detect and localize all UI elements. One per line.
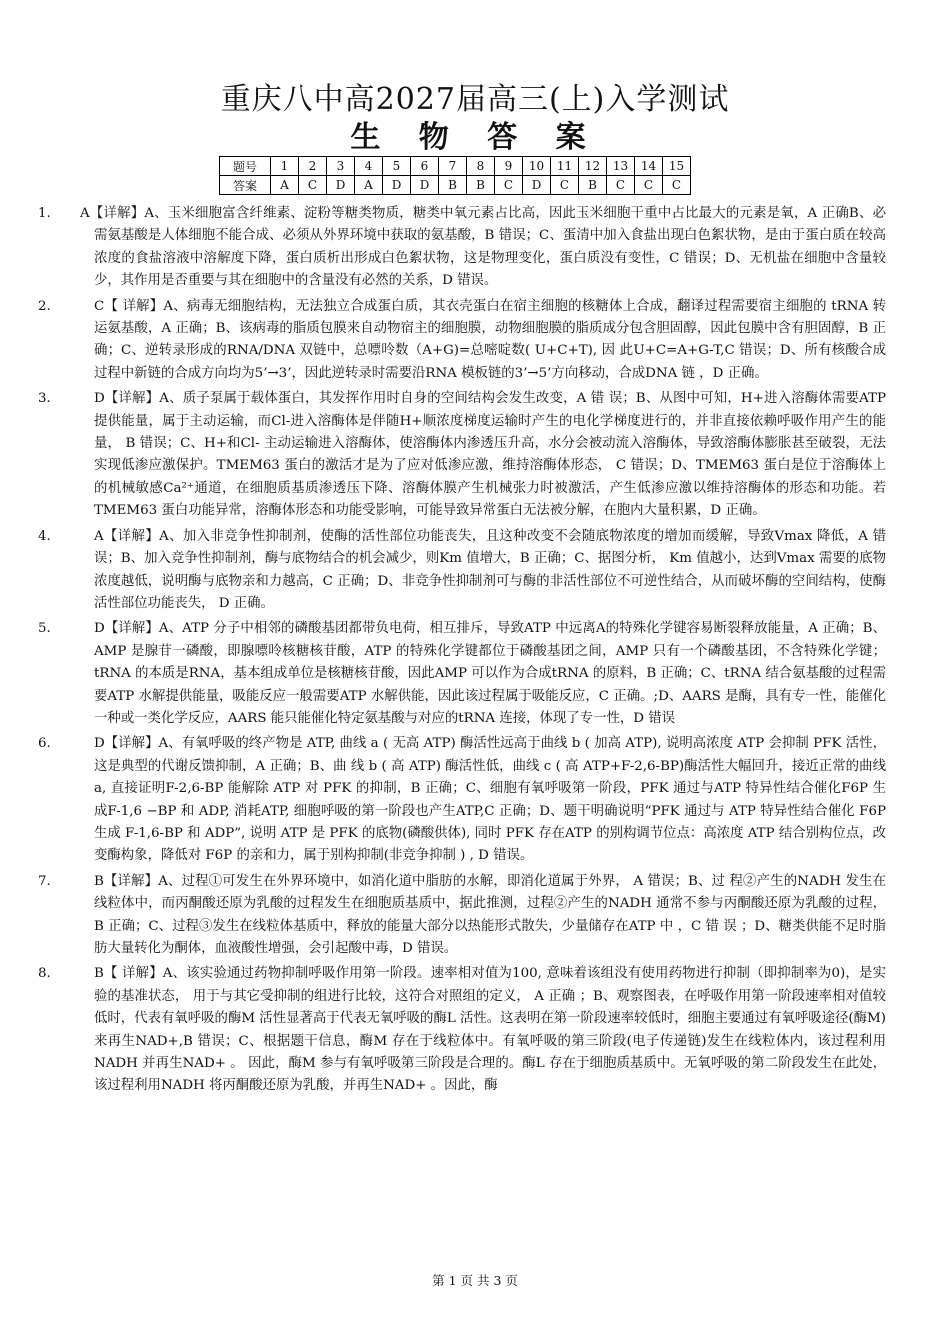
explanation-text: D【详解】A、质子泵属于载体蛋白，其发挥作用时自身的空间结构会发生改变，A 错 误；B、从图中可知，H+进入溶酶体需要ATP 提供能量，属于主动运输，而Cl-进入溶酶体是伴随H+顺浓度梯度运输时产生的电化学梯度进行的，并非直接依赖呼吸作用产生的能量， B 错误；C、H+和Cl- 主动运输进入溶酶体，使溶酶体内渗透压升高，水分会被动流入溶酶体，导致溶酶体膨胀甚至破裂，无法实现低渗应激保护。TMEM63 蛋白的激活才是为了应对低渗应激，维持溶酶体形态， C 错误；D、TMEM63 蛋白是位于溶酶体上的机械敏感Ca²⁺通道，在细胞质基质渗透压下降、溶酶体膜产生机械张力时被激活，产生低渗应激以维持溶酶体的形态和功能。若TMEM63 蛋白功能异常，溶酶体形态和功能受影响，可能导致异常蛋白无法被分解，在胞内大量积累，D 正确。: [94, 391, 886, 519]
answer-cell: C: [495, 176, 523, 195]
answer-cell: B: [467, 176, 495, 195]
answer-cell: D: [383, 176, 411, 195]
answer-table-header-row: [220, 157, 691, 176]
explanation-text: D【详解】A、ATP 分子中相邻的磷酸基团都带负电荷，相互排斥，导致ATP 中远离A的特殊化学键容易断裂释放能量，A 正确；B、AMP 是腺苷一磷酸，即腺嘌呤核糖核苷酸，ATP 的特殊化学键都位于磷酸基团之间，AMP 只有一个磷酸基团，不含特殊化学键；tRNA 的本质是RNA，基本组成单位是核糖核苷酸，因此AMP 可以作为合成tRNA 的原料，B 正确；C、tRNA 结合氨基酸的过程需要ATP 水解提供能量，吸能反应一般需要ATP 水解供能，因此该过程属于吸能反应，C 正确。;D、AARS 是酶，具有专一性，能催化一种或一类化学反应，AARS 能只能催化特定氨基酸与对应的tRNA 连接，体现了专一性，D 错误: [94, 621, 886, 726]
answer-cell: D: [411, 176, 439, 195]
answer-cell: B: [439, 176, 467, 195]
question-number-cell: 3: [327, 157, 355, 176]
explanation-text: B【 详解】A、该实验通过药物抑制呼吸作用第一阶段。速率相对值为100, 意味着该组没有使用药物进行抑制（即抑制率为0)，是实验的基准状态， 用于与其它受抑制的组进行比较，这符合对照组的定义， A 正确 ；B、观察图表，在呼吸作用第一阶段速率相对值较低时，代表有氧呼吸的酶M 活性显著高于代表无氧呼吸的酶L 活性。这表明在第一阶段速率较低时，细胞主要通过有氧呼吸途径(酶M) 来再生NAD+,B 错误；C、根据题干信息，酶M 存在于线粒体中。有氧呼吸的第三阶段(电子传递链)发生在线粒体内，该过程利用NADH 并再生NAD+ 。 因此，酶M 参与有氧呼吸第三阶段是合理的。酶L 存在于细胞质基质中。无氧呼吸的第二阶段发生在此处，该过程利用NADH 将丙酮酸还原为乳酸，并再生NAD+ 。因此，酶: [94, 966, 886, 1094]
question-number-cell: 12: [579, 157, 607, 176]
question-number-cell: 5: [383, 157, 411, 176]
question-number: 4.: [38, 528, 51, 544]
question-number-cell: 4: [355, 157, 383, 176]
explanation-text: D【详解】A、有氧呼吸的终产物是 ATP, 曲线 a ( 无高 ATP) 酶活性远高于曲线 b ( 加高 ATP), 说明高浓度 ATP 会抑制 PFK 活性，这是典型的代谢反馈抑制，A 正确；B、曲 线 b ( 高 ATP) 酶活性低，曲线 c ( 高 ATP+F-2,6-BP)酶活性大幅回升，接近正常的曲线 a, 直接证明F-2,6-BP 能解除 ATP 对 PFK 的抑制，B 正确；C、细胞有氧呼吸第一阶段，PFK 通过与ATP 特异性结合催化F6P 生成F-1,6 −BP 和 ADP, 消耗ATP, 细胞呼吸的第一阶段也产生ATP,C 正确；D、题干明确说明“PFK 通过与 ATP 特异性结合催化 F6P 生成 F-1,6-BP 和 ADP”, 说明 ATP 是 PFK 的底物(磷酸供体), 同时 PFK 存在ATP 的别构调节位点：高浓度 ATP 结合别构位点，改变酶构象，降低对 F6P 的亲和力，属于别构抑制(非竞争抑制 ) , D 错误。: [94, 736, 887, 864]
question-number-cell: 6: [411, 157, 439, 176]
question-number-cell: 10: [523, 157, 551, 176]
explanation-item: [38, 203, 886, 293]
answer-cell: C: [299, 176, 327, 195]
explanation-item: [38, 388, 886, 522]
page-footer: 第 1 页 共 3 页: [432, 1273, 518, 1288]
question-number: 6.: [38, 736, 51, 752]
answer-cell: C: [607, 176, 635, 195]
answer-table-row-label: 答案: [220, 176, 271, 195]
explanation-item: [38, 526, 886, 616]
question-number: 5.: [38, 621, 51, 637]
explanation-text: B【详解】A、过程①可发生在外界环境中，如消化道中脂肪的水解，即消化道属于外界， A 错误；B、过 程②产生的NADH 发生在线粒体中，而丙酮酸还原为乳酸的过程发生在细胞质基质中，据此推测，过程②产生的NADH 通常不参与丙酮酸还原为乳酸的过程， B 正确；C、过程③发生在线粒体基质中，释放的能量大部分以热能形式散失，少量储存在ATP 中 ，C 错 误 ；D、糖类供能不足时脂肪大量转化为酮体，血液酸性增强，会引起酸中毒，D 错误。: [94, 873, 886, 956]
question-number: 2.: [38, 298, 51, 314]
answer-cell: A: [271, 176, 299, 195]
answer-cell: C: [663, 176, 691, 195]
question-number-cell: 13: [607, 157, 635, 176]
answer-table-answer-row: [220, 176, 691, 195]
explanation-text: C【 详解】A、病毒无细胞结构，无法独立合成蛋白质，其衣壳蛋白在宿主细胞的核糖体上合成，翻译过程需要宿主细胞的 tRNA 转运氨基酸，A 正确；B、该病毒的脂质包膜来自动物宿主的细胞膜，动物细胞膜的脂质成分包含胆固醇，因此包膜中含有胆固醇，B 正确；C、逆转录形成的RNA/DNA 双链中，总嘌呤数（A+G)=总嘧啶数( U+C+T), 因 此U+C=A+G-T,C 错误；D、所有核酸合成过程中新链的合成方向均为5’→3’，因此逆转录时需要沿RNA 模板链的3’→5’方向移动，合成DNA 链 ，D 正确。: [94, 298, 886, 381]
answer-cell: D: [327, 176, 355, 195]
question-number: 1.: [38, 206, 51, 221]
question-number-cell: 11: [551, 157, 579, 176]
question-number-cell: 2: [299, 157, 327, 176]
answer-cell: B: [579, 176, 607, 195]
page-title: 重庆八中高2027届高三(上)入学测试: [220, 82, 730, 117]
question-number: 8.: [38, 966, 51, 982]
answer-table: [219, 156, 691, 195]
answer-cell: A: [355, 176, 383, 195]
explanation-item: [38, 733, 887, 867]
answer-cell: C: [551, 176, 579, 195]
answer-cell: D: [523, 176, 551, 195]
question-number-cell: 8: [467, 157, 495, 176]
question-number-cell: 15: [663, 157, 691, 176]
question-number-cell: 7: [439, 157, 467, 176]
explanation-text: A【详解】A、加入非竞争性抑制剂，使酶的活性部位功能丧失，且这种改变不会随底物浓度的增加而缓解，导致Vmax 降低，A 错误；B、加入竞争性抑制剂，酶与底物结合的机会减少，则Km 值增大，B 正确；C、据图分析， Km 值越小，达到Vmax 需要的底物浓度越低，说明酶与底物亲和力越高，C 正确；D、非竞争性抑制剂可与酶的非活性部位不可逆性结合，从而破坏酶的空间结构，使酶活性部位功能丧失， D 正确。: [94, 528, 886, 611]
explanation-item: [38, 871, 886, 961]
explanation-text: A【详解】A、玉米细胞富含纤维素、淀粉等糖类物质，糖类中氧元素占比高，因此玉米细胞干重中占比最大的元素是氧，A 正确B、必需氨基酸是人体细胞不能合成、必须从外界环境中获取的氨基酸，B 错误；C、蛋清中加入食盐出现白色絮状物，是由于蛋白质在较高浓度的食盐溶液中溶解度下降，蛋白质析出形成白色絮状物，这是物理变化，蛋白质没有变性，C 错误；D、无机盐在细胞中含量较少，其作用是否重要与其在细胞中的含量没有必然的关系，D 错误。: [80, 206, 886, 289]
explanations-section: [38, 203, 887, 1101]
answer-cell: C: [635, 176, 663, 195]
question-number-cell: 9: [495, 157, 523, 176]
question-number: 3.: [38, 391, 51, 407]
explanation-item: [38, 296, 886, 386]
question-number-cell: 1: [271, 157, 299, 176]
question-number: 7.: [38, 873, 51, 889]
explanation-item: [38, 618, 886, 730]
page-subtitle: 生 物 答 案: [350, 120, 600, 155]
answer-table-row-label: 题号: [220, 157, 271, 176]
question-number-cell: 14: [635, 157, 663, 176]
explanation-item: [38, 963, 886, 1097]
